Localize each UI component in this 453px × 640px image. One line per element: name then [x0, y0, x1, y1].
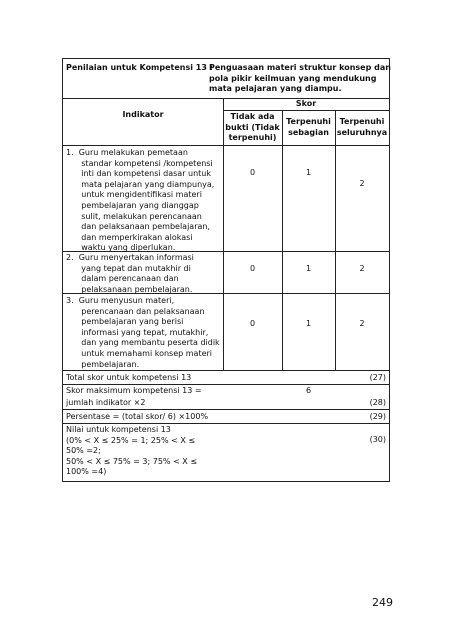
assessment-table [62, 58, 390, 482]
page-number: 249 [372, 596, 393, 609]
rule-max-bottom [63, 409, 389, 410]
rule-skor-bottom [223, 110, 389, 111]
column-header-seluruhnya-2: seluruhnya [336, 127, 388, 137]
percentage-ref: (29) [369, 412, 386, 421]
row-3-score-0: 0 [249, 319, 256, 328]
header-title-line-3: mata pelajaran yang diampu. [209, 84, 342, 94]
rule-persen-bottom [63, 423, 389, 424]
nilai-line-2: (0% < X ≤ 25% = 1; 25% < X ≤ [66, 435, 196, 445]
row-2-line-3: dalam perencanaan dan [66, 274, 179, 284]
row-1-line-1: 1. Guru melakukan pemetaan [66, 148, 188, 157]
rule-col-0 [282, 110, 283, 370]
max-score-label-2: jumlah indikator ×2 [66, 398, 146, 407]
row-2-line-1: 2. Guru menyertakan informasi [66, 253, 194, 262]
header-title-prefix: Penilaian untuk Kompetensi 13 : [66, 63, 213, 72]
header-title-line-1: Penguasaan materi struktur konsep dan [209, 63, 391, 72]
row-2-line-2: yang tepat dan mutakhir di [66, 263, 191, 273]
row-3-line-7: pembelajaran. [66, 359, 140, 369]
row-3-line-3: pembelajaran yang berisi [66, 317, 184, 327]
nilai-line-1: Nilai untuk kompetensi 13 [66, 425, 171, 434]
rule-columns-bottom [63, 145, 389, 146]
column-header-tidak-ada-bukti-1: Tidak ada [230, 112, 275, 121]
row-1-line-10: waktu yang diperlukan. [66, 243, 176, 253]
header-title-line-2: pola pikir keilmuan yang mendukung [209, 73, 377, 83]
row-1-line-8: dan pelaksanaan pembelajaran, [66, 222, 211, 232]
nilai-line-4: 50% < X ≤ 75% = 3; 75% < X ≤ [66, 456, 198, 466]
percentage-label: Persentase = (total skor/ 6) ×100% [66, 412, 209, 421]
row-2-line-4: pelaksanaan pembelajaran. [66, 284, 193, 294]
row-1-score-0: 0 [249, 168, 256, 177]
rule-col-1 [335, 110, 336, 370]
row-3-line-6: untuk memahami konsep materi [66, 349, 213, 358]
max-score-label-1: Skor maksimum kompetensi 13 = [66, 386, 202, 395]
rule-total-bottom [63, 384, 389, 385]
nilai-line-5: 100% =4) [66, 467, 107, 477]
max-score-ref: (28) [369, 398, 386, 407]
row-1-line-4: mata pelajaran yang diampunya, [66, 179, 215, 189]
column-header-skor: Skor [295, 99, 317, 108]
row-1-line-7: sulit, melakukan perencanaan [66, 211, 202, 221]
column-header-sebagian-1: Terpenuhi [286, 117, 331, 126]
total-score-label: Total skor untuk kompetensi 13 [66, 373, 192, 382]
row-3-score-1: 1 [305, 319, 312, 328]
column-header-seluruhnya-1: Terpenuhi [339, 117, 385, 126]
row-1-line-3: inti dan kompetensi dasar untuk [66, 169, 212, 179]
column-header-tidak-ada-bukti-3: terpenuhi) [228, 133, 277, 143]
row-3-score-2: 2 [359, 319, 365, 328]
row-3-line-4: informasi yang tepat, mutakhir, [66, 327, 209, 337]
row-2-score-2: 2 [359, 264, 365, 273]
max-score-value: 6 [305, 386, 312, 395]
row-2-score-0: 0 [249, 264, 256, 273]
row-1-score-2: 2 [359, 179, 365, 188]
nilai-line-3: 50% =2; [66, 446, 101, 456]
column-header-sebagian-2: sebagian [288, 127, 329, 137]
column-header-indikator: Indikator [122, 110, 164, 119]
row-1-score-1: 1 [305, 168, 312, 177]
nilai-ref: (30) [369, 435, 386, 444]
row-1-line-5: untuk mengidentifikasi materi [66, 190, 202, 200]
row-1-line-2: standar kompetensi /kompetensi [66, 158, 213, 168]
row-3-line-5: dan yang membantu peserta didik [66, 338, 220, 348]
row-1-line-6: pembelajaran yang dianggap [66, 201, 199, 210]
column-header-tidak-ada-bukti-2: bukti (Tidak [225, 122, 280, 132]
row-3-line-1: 3. Guru menyusun materi, [66, 296, 175, 305]
total-score-ref: (27) [369, 373, 386, 382]
row-1-line-9: dan memperkirakan alokasi [66, 232, 193, 242]
row-3-line-2: perencanaan dan pelaksanaan [66, 306, 205, 316]
row-2-score-1: 1 [305, 264, 312, 273]
